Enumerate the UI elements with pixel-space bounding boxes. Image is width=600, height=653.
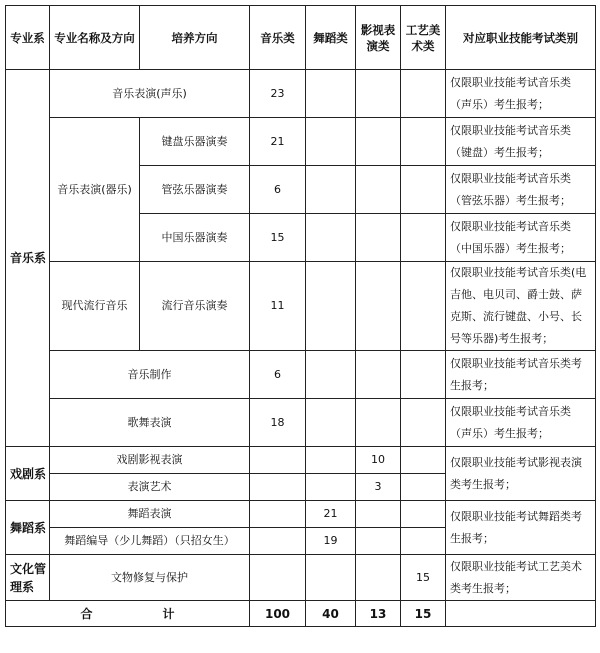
music-count (250, 447, 306, 474)
craft-count (401, 118, 446, 166)
total-film: 13 (356, 601, 401, 627)
craft-count (401, 351, 446, 399)
craft-count: 15 (401, 555, 446, 601)
enrollment-table (5, 5, 596, 627)
dept-culture: 文化管理系 (6, 555, 50, 601)
dept-drama: 戏剧系 (6, 447, 50, 501)
exam-note: 仅限职业技能考试音乐类（声乐）考生报考； (446, 399, 596, 447)
film-count (356, 351, 401, 399)
dance-count (306, 214, 356, 262)
dance-count: 19 (306, 528, 356, 555)
major-cell: 文物修复与保护 (50, 555, 250, 601)
dance-count (306, 70, 356, 118)
header-film: 影视表演类 (356, 6, 401, 70)
table-row (6, 555, 596, 601)
major-cell: 音乐表演(声乐) (50, 70, 250, 118)
total-craft: 15 (401, 601, 446, 627)
film-count (356, 70, 401, 118)
total-note (446, 601, 596, 627)
exam-note: 仅限职业技能考试舞蹈类考生报考； (446, 501, 596, 555)
dance-count (306, 262, 356, 351)
dance-count (306, 447, 356, 474)
table-row (6, 351, 596, 399)
exam-note: 仅限职业技能考试音乐类（中国乐器）考生报考； (446, 214, 596, 262)
header-major: 专业名称及方向 (50, 6, 140, 70)
film-count: 10 (356, 447, 401, 474)
exam-note: 仅限职业技能考试音乐类考生报考； (446, 351, 596, 399)
table-row (6, 262, 596, 351)
craft-count (401, 166, 446, 214)
music-count: 23 (250, 70, 306, 118)
direction-cell: 管弦乐器演奏 (140, 166, 250, 214)
total-dance: 40 (306, 601, 356, 627)
music-count (250, 501, 306, 528)
major-cell: 舞蹈表演 (50, 501, 250, 528)
music-count: 18 (250, 399, 306, 447)
header-row (6, 6, 596, 70)
header-dept: 专业系 (6, 6, 50, 70)
header-music: 音乐类 (250, 6, 306, 70)
craft-count (401, 501, 446, 528)
header-dance: 舞蹈类 (306, 6, 356, 70)
craft-count (401, 70, 446, 118)
direction-cell: 键盘乐器演奏 (140, 118, 250, 166)
exam-note: 仅限职业技能考试音乐类（管弦乐器）考生报考； (446, 166, 596, 214)
craft-count (401, 528, 446, 555)
music-count: 6 (250, 166, 306, 214)
film-count (356, 555, 401, 601)
major-cell: 现代流行音乐 (50, 262, 140, 351)
film-count (356, 166, 401, 214)
craft-count (401, 447, 446, 474)
dept-dance: 舞蹈系 (6, 501, 50, 555)
music-count (250, 555, 306, 601)
exam-note: 仅限职业技能考试音乐类（键盘）考生报考； (446, 118, 596, 166)
dance-count (306, 166, 356, 214)
table-row (6, 118, 596, 166)
music-count: 6 (250, 351, 306, 399)
direction-cell: 中国乐器演奏 (140, 214, 250, 262)
total-label-a: 合 (80, 606, 93, 621)
dance-count: 21 (306, 501, 356, 528)
music-count: 15 (250, 214, 306, 262)
header-craft: 工艺美术类 (401, 6, 446, 70)
film-count (356, 399, 401, 447)
exam-note: 仅限职业技能考试音乐类（声乐）考生报考； (446, 70, 596, 118)
major-cell: 音乐表演(器乐) (50, 118, 140, 262)
header-exam: 对应职业技能考试类别 (446, 6, 596, 70)
film-count (356, 501, 401, 528)
craft-count (401, 214, 446, 262)
craft-count (401, 399, 446, 447)
total-music: 100 (250, 601, 306, 627)
table-row (6, 447, 596, 474)
music-count: 11 (250, 262, 306, 351)
film-count (356, 118, 401, 166)
film-count (356, 214, 401, 262)
dance-count (306, 118, 356, 166)
music-count (250, 474, 306, 501)
total-row (6, 601, 596, 627)
music-count: 21 (250, 118, 306, 166)
exam-note: 仅限职业技能考试影视表演类考生报考； (446, 447, 596, 501)
major-cell: 舞蹈编导（少儿舞蹈）（只招女生） (50, 528, 250, 555)
header-direction: 培养方向 (140, 6, 250, 70)
film-count: 3 (356, 474, 401, 501)
major-cell: 表演艺术 (50, 474, 250, 501)
total-label (6, 601, 250, 627)
dance-count (306, 474, 356, 501)
film-count (356, 528, 401, 555)
film-count (356, 262, 401, 351)
table-row (6, 70, 596, 118)
music-count (250, 528, 306, 555)
major-cell: 戏剧影视表演 (50, 447, 250, 474)
dance-count (306, 399, 356, 447)
table-row (6, 399, 596, 447)
table-row (6, 501, 596, 528)
major-cell: 音乐制作 (50, 351, 250, 399)
total-label-b: 计 (162, 606, 175, 621)
direction-cell: 流行音乐演奏 (140, 262, 250, 351)
craft-count (401, 262, 446, 351)
major-cell: 歌舞表演 (50, 399, 250, 447)
dance-count (306, 555, 356, 601)
exam-note: 仅限职业技能考试工艺美术类考生报考； (446, 555, 596, 601)
dept-music: 音乐系 (6, 70, 50, 447)
exam-note: 仅限职业技能考试音乐类(电吉他、电贝司、爵士鼓、萨克斯、流行键盘、小号、长号等乐器)考生报考； (446, 262, 596, 351)
craft-count (401, 474, 446, 501)
dance-count (306, 351, 356, 399)
